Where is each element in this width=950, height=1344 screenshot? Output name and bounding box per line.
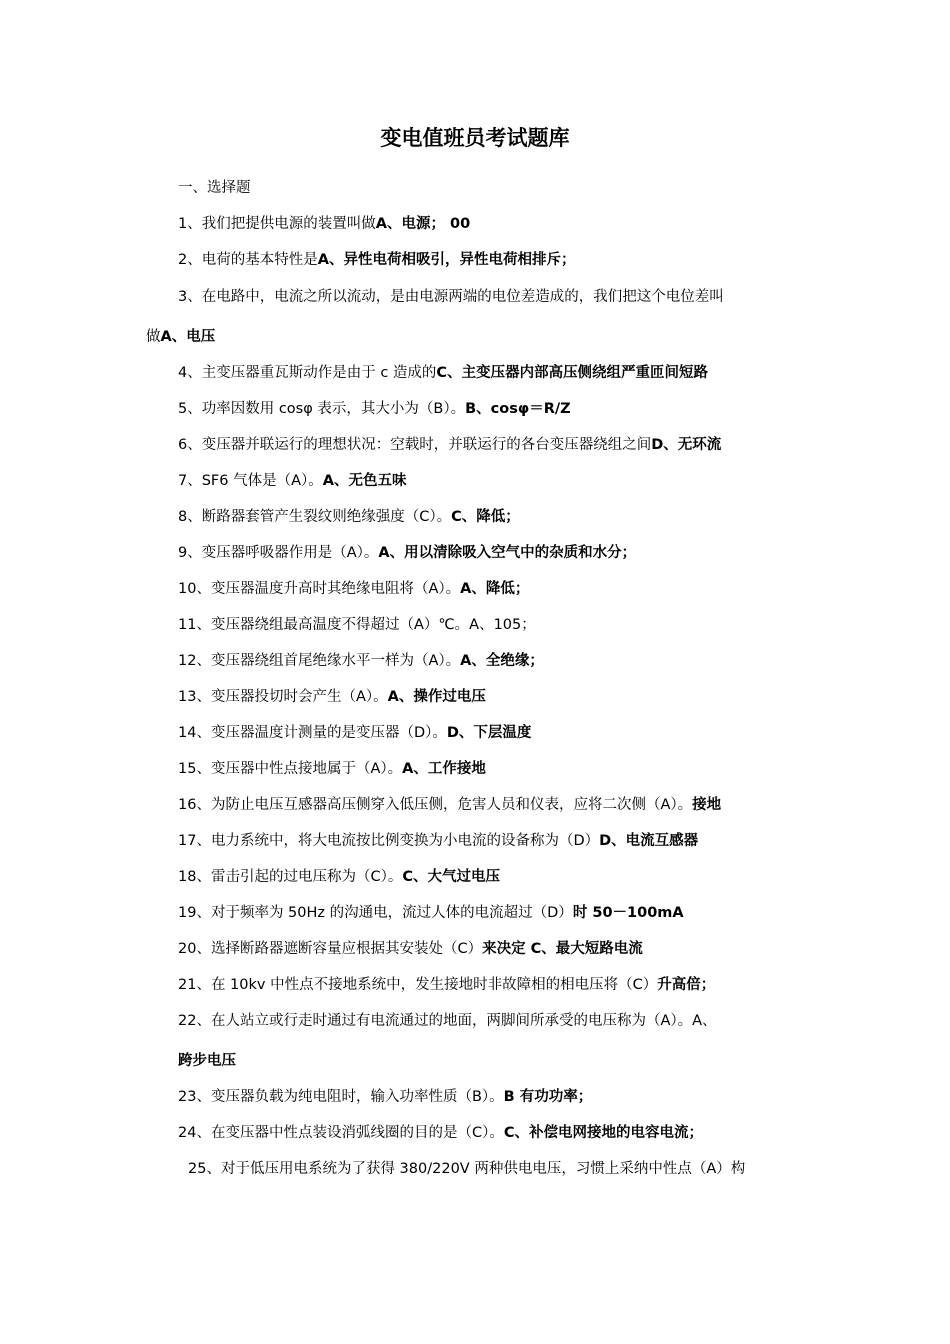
question-line [178,1123,703,1143]
section-heading: 一、选择题 [178,180,251,196]
question-line [178,759,486,779]
question-text: 15、变压器中性点接地属于（A）。 [178,761,403,777]
question-text: 11、变压器绕组最高温度不得超过（A）℃。A、105； [178,617,536,633]
answer-text: A、用以清除吸入空气中的杂质和水分； [378,545,637,561]
question-text: 24、在变压器中性点装设消弧线圈的目的是（C）。 [178,1125,504,1141]
page-title: 变电值班员考试题库 [380,125,570,150]
question-text: 2、电荷的基本特性是 [178,252,318,268]
question-line [188,1159,745,1179]
question-text: 7、SF6 气体是（A）。 [178,473,323,489]
question-line [178,939,643,959]
question-line [178,471,407,491]
answer-text: 来决定 C、最大短路电流 [482,941,643,957]
answer-text: D、电流互感器 [599,833,699,849]
answer-text: 跨步电压 [178,1053,236,1069]
question-line [178,250,575,270]
question-line [178,507,520,527]
question-line [178,723,531,743]
answer-text: A、操作过电压 [387,689,486,705]
question-text: 6、变压器并联运行的理想状况：空载时，并联运行的各台变压器绕组之间 [178,437,652,453]
question-text: 14、变压器温度计测量的是变压器（D）。 [178,725,447,741]
answer-text: C、大气过电压 [402,869,500,885]
answer-text: A、全绝缘； [460,653,544,669]
answer-text: B、cosφ＝R/Z [465,401,571,417]
question-text: 10、变压器温度升高时其绝缘电阻将（A）。 [178,581,461,597]
question-line [178,1011,717,1031]
answer-text: 接地 [692,797,722,813]
answer-text: 升高倍； [657,977,716,993]
question-text: 8、断路器套管产生裂纹则绝缘强度（C）。 [178,509,452,525]
question-line [178,903,684,923]
question-text: 18、雷击引起的过电压称为（C）。 [178,869,403,885]
question-text: 23、变压器负载为纯电阻时，输入功率性质（B）。 [178,1089,504,1105]
question-text: 22、在人站立或行走时通过有电流通过的地面，两脚间所承受的电压称为（A）。A、 [178,1013,717,1029]
question-text: 5、功率因数用 cosφ 表示，其大小为（B）。 [178,401,466,417]
answer-text: A、电源； 00 [375,216,471,232]
question-line [178,363,708,383]
answer-text: D、无环流 [651,437,722,453]
question-text: 21、在 10kv 中性点不接地系统中，发生接地时非故障相的相电压将（C） [178,977,658,993]
question-line [178,831,698,851]
answer-text: C、补偿电网接地的电容电流； [503,1125,703,1141]
question-line [178,543,636,563]
answer-text: 时 50－100mA [572,905,684,921]
answer-text: A、降低； [460,581,530,597]
question-line [178,1051,236,1071]
question-line [178,1087,592,1107]
question-line [146,327,215,347]
answer-text: A、无色五味 [322,473,407,489]
question-line [178,435,721,455]
question-text: 9、变压器呼吸器作用是（A）。 [178,545,379,561]
question-line [178,975,715,995]
answer-text: A、异性电荷相吸引，异性电荷相排斥； [317,252,576,268]
question-line [178,795,721,815]
question-line [178,579,529,599]
question-text: 16、为防止电压互感器高压侧穿入低压侧，危害人员和仪表，应将二次侧（A）。 [178,797,693,813]
question-text: 1、我们把提供电源的装置叫做 [178,216,376,232]
question-text: 25、对于低压用电系统为了获得 380/220V 两种供电电压，习惯上采纳中性点（A）构 [188,1161,746,1177]
question-line [178,687,486,707]
answer-text: D、下层温度 [446,725,532,741]
question-line [178,214,470,234]
question-text: 12、变压器绕组首尾绝缘水平一样为（A）。 [178,653,461,669]
question-line [178,287,724,307]
question-text: 做 [146,329,161,345]
question-text: 4、主变压器重瓦斯动作是由于 c 造成的 [178,365,437,381]
question-text: 17、电力系统中，将大电流按比例变换为小电流的设备称为（D） [178,833,600,849]
question-text: 19、对于频率为 50Hz 的沟通电，流过人体的电流超过（D） [178,905,573,921]
question-text: 13、变压器投切时会产生（A）。 [178,689,388,705]
answer-text: C、降低； [451,509,520,525]
answer-text: B 有功功率； [503,1089,593,1105]
question-text: 20、选择断路器遮断容量应根据其安装处（C） [178,941,483,957]
question-text: 3、在电路中，电流之所以流动，是由电源两端的电位差造成的，我们把这个电位差叫 [178,289,724,305]
answer-text: A、工作接地 [402,761,486,777]
question-line [178,399,571,419]
question-line [178,867,500,887]
answer-text: A、电压 [160,329,216,345]
question-line [178,615,536,635]
question-line [178,651,544,671]
answer-text: C、主变压器内部高压侧绕组严重匝间短路 [436,365,709,381]
